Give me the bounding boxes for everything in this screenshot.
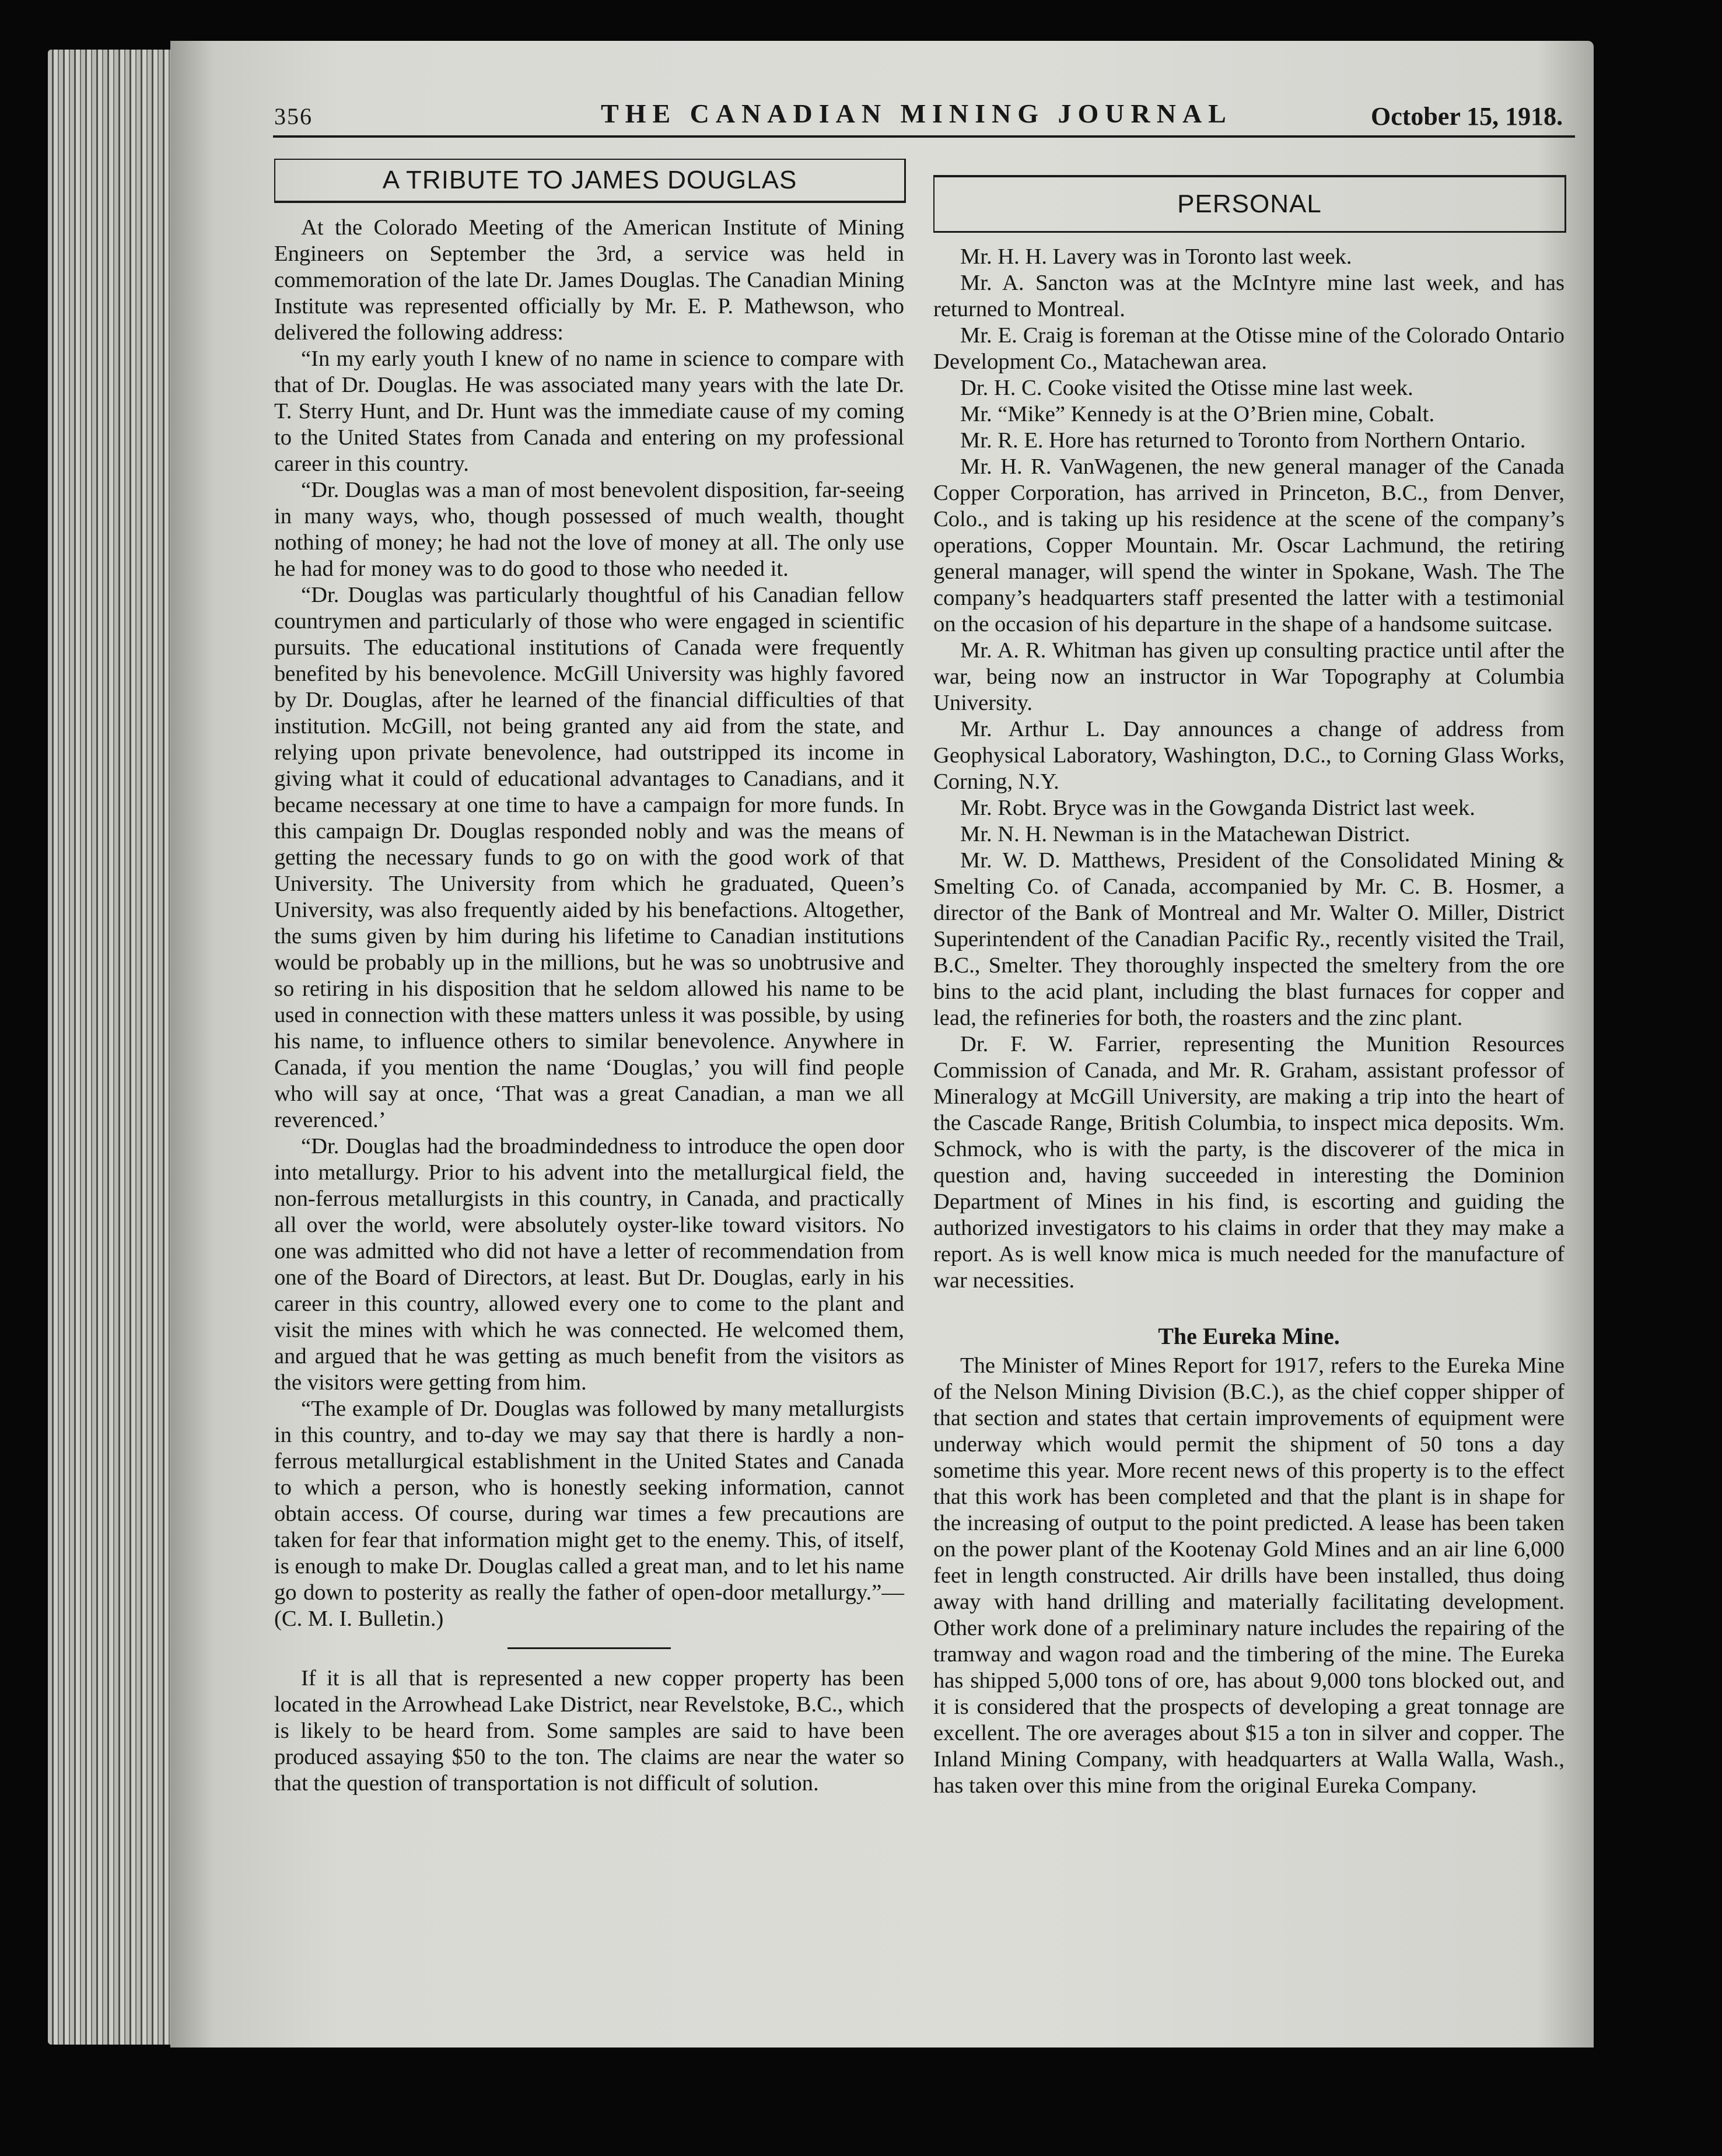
personal-item: Mr. R. E. Hore has returned to Toronto from Northern Ontario.: [960, 428, 1526, 453]
issue-date: October 15, 1918.: [1371, 102, 1563, 131]
tribute-paragraph: At the Colorado Meeting of the American Institute of Mining Engineers on September the 3rd, a service was held in commemoration of the late Dr. James Douglas. The Canadian Mining Institute was represented officially by Mr. E. P. Mathewson, who delivered the following address:: [274, 215, 904, 345]
personal-item: Mr. H. R. VanWagenen, the new general manager of the Canada Copper Corporation, has arrived in Princeton, B.C., from Denver, Colo., and is taking up his residence at the scene of the company’s operations, Copper Mountain. Mr. Oscar Lachmund, the retiring general manager, will spend the winter in Spokane, Wash. The The company’s headquarters staff presented the latter with a testimonial on the occasion of his departure in the shape of a handsome suitcase.: [933, 454, 1564, 636]
section-divider: [508, 1647, 671, 1649]
personal-item: Mr. E. Craig is foreman at the Otisse mine of the Colorado Ontario Development Co., Matachewan area.: [933, 323, 1564, 374]
personal-item: Mr. A. Sancton was at the McIntyre mine last week, and has returned to Montreal.: [933, 271, 1564, 321]
tribute-paragraph: “Dr. Douglas was particularly thoughtful of his Canadian fellow countrymen and particularly of those who were engaged in scientific pursuits. The educational institutions of Canada were frequently benefited by his benevolence. McGill University was highly favored by Dr. Douglas, after he learned of the financial difficulties of that institution. McGill, not being granted any aid from the state, and relying upon private benevolence, had outstripped its income in giving what it could of educational advantages to Canadians, and it became necessary at one time to have a campaign for more funds. In this campaign Dr. Douglas responded nobly and was the means of getting the necessary funds to go on with the good work of that University. The University from which he graduated, Queen’s University, was also frequently aided by his benefactions. Altogether, the sums given by him during his lifetime to Canadian institutions would be probably up in the millions, but he was so unobtrusive and so retiring in his disposition that he seldom allowed his name to be used in connection with these matters unless it was possible, by using his name, to influence others to similar benevolence. Anywhere in Canada, if you mention the name ‘Douglas,’ you will find people who will say at once, ‘That was a great Canadian, a man we all reverenced.’: [274, 583, 904, 1132]
tribute-paragraph: “The example of Dr. Douglas was followed by many metallurgists in this country, and to-day we may say that there is hardly a non-ferrous metallurgical establishment in the United States and Canada to which a person, who is honestly seeking information, cannot obtain access. Of course, during war times a few precautions are taken for fear that information might get to the enemy. This, of itself, is enough to make Dr. Douglas called a great man, and to let his name go down to posterity as really the father of open-door metallurgy.”—(C. M. I. Bulletin.): [274, 1396, 904, 1631]
personal-item: Mr. H. H. Lavery was in Toronto last week.: [960, 244, 1352, 269]
running-head: [0, 98, 1722, 133]
eureka-article: The Minister of Mines Report for 1917, refers to the Eureka Mine of the Nelson Mining Division (B.C.), as the chief copper shipper of that section and states that certain improvements of equipment were underway which would permit the shipment of 50 tons a day sometime this year. More recent news of this property is to the effect that this work has been completed and that the plant is in shape for the increasing of output to the point predicted. A lease has been taken on the power plant of the Kootenay Gold Mines and an air line 6,000 feet in length constructed. Air drills have been installed, thus doing away with hand drilling and materially facilitating development. Other work done of a preliminary nature includes the repairing of the tramway and wagon road and the timbering of the mine. The Eureka has shipped 5,000 tons of ore, has about 9,000 tons blocked out, and it is considered that the prospects of developing a great tonnage are excellent. The ore averages about $15 a ton in silver and copper. The Inland Mining Company, with headquarters at Walla Walla, Wash., has taken over this mine from the original Eureka Company.: [933, 1353, 1564, 1798]
personal-item: Mr. A. R. Whitman has given up consulting practice until after the war, being now an instructor in War Topography at Columbia University.: [933, 638, 1564, 715]
personal-item: Mr. N. H. Newman is in the Matachewan District.: [960, 822, 1410, 846]
tribute-paragraph: “Dr. Douglas was a man of most benevolent disposition, far-seeing in many ways, who, though possessed of much wealth, thought nothing of money; he had not the love of money at all. The only use he had for money was to do good to those who needed it.: [274, 478, 904, 581]
personal-item: Mr. “Mike” Kennedy is at the O’Brien mine, Cobalt.: [960, 402, 1435, 426]
arrowhead-note: If it is all that is represented a new copper property has been located in the Arrowhead Lake District, near Revelstoke, B.C., which is likely to be heard from. Some samples are said to have been produced assaying $50 to the ton. The claims are near the water so that the question of transportation is not difficult of solution.: [274, 1666, 904, 1796]
journal-title: THE CANADIAN MINING JOURNAL: [601, 99, 1233, 128]
personal-item: Mr. Robt. Bryce was in the Gowganda District last week.: [960, 796, 1475, 820]
personal-item: Dr. F. W. Farrier, representing the Munition Resources Commission of Canada, and Mr. R. Graham, assistant professor of Mineralogy at McGill University, are making a trip into the heart of the Cascade Range, British Columbia, to inspect mica deposits. Wm. Schmock, who is with the party, is the discoverer of the mica in question and, having succeeded in interesting the Dominion Department of Mines in his find, is escorting and guiding the authorized investigators to his claims in order that they may make a report. As is well know mica is much needed for the manufacture of war necessities.: [933, 1032, 1564, 1293]
personal-heading: PERSONAL: [933, 175, 1566, 233]
personal-item: Mr. W. D. Matthews, President of the Consolidated Mining & Smelting Co. of Canada, accompanied by Mr. C. B. Hosmer, a director of the Bank of Montreal and Mr. Walter O. Miller, District Superintendent of the Canadian Pacific Ry., recently visited the Trail, B.C., Smelter. They thoroughly inspected the smeltery from the ore bins to the acid plant, including the blast furnaces for copper and lead, the refineries for both, the roasters and the zinc plant.: [933, 848, 1564, 1030]
tribute-article: [274, 215, 904, 1797]
personal-column: [933, 244, 1564, 1799]
personal-item: Dr. H. C. Cooke visited the Otisse mine last week.: [960, 376, 1413, 400]
tribute-heading: A TRIBUTE TO JAMES DOUGLAS: [274, 159, 906, 203]
head-rule: [273, 135, 1575, 138]
personal-item: Mr. Arthur L. Day announces a change of address from Geophysical Laboratory, Washington, D.C., to Corning Glass Works, Corning, N.Y.: [933, 717, 1564, 794]
tribute-paragraph: “In my early youth I knew of no name in science to compare with that of Dr. Douglas. He was associated many years with the late Dr. T. Sterry Hunt, and Dr. Hunt was the immediate cause of my coming to the United States from Canada and entering on my professional career in this country.: [274, 346, 904, 476]
page-number: 356: [274, 103, 313, 130]
stacked-page-edges: [48, 50, 170, 2045]
tribute-paragraph: “Dr. Douglas had the broadmindedness to introduce the open door into metallurgy. Prior to his advent into the metallurgical field, the non-ferrous metallurgists in this country, in Canada, and practically all over the world, were absolutely oyster-like toward visitors. No one was admitted who did not have a letter of recommendation from one of the Board of Directors, at least. But Dr. Douglas, early in his career in this country, allowed every one to come to the plant and visit the mines with which he was connected. He welcomed them, and argued that he was getting as much benefit from the visitors as the visitors were getting from him.: [274, 1134, 904, 1395]
eureka-heading: The Eureka Mine.: [1158, 1323, 1340, 1349]
